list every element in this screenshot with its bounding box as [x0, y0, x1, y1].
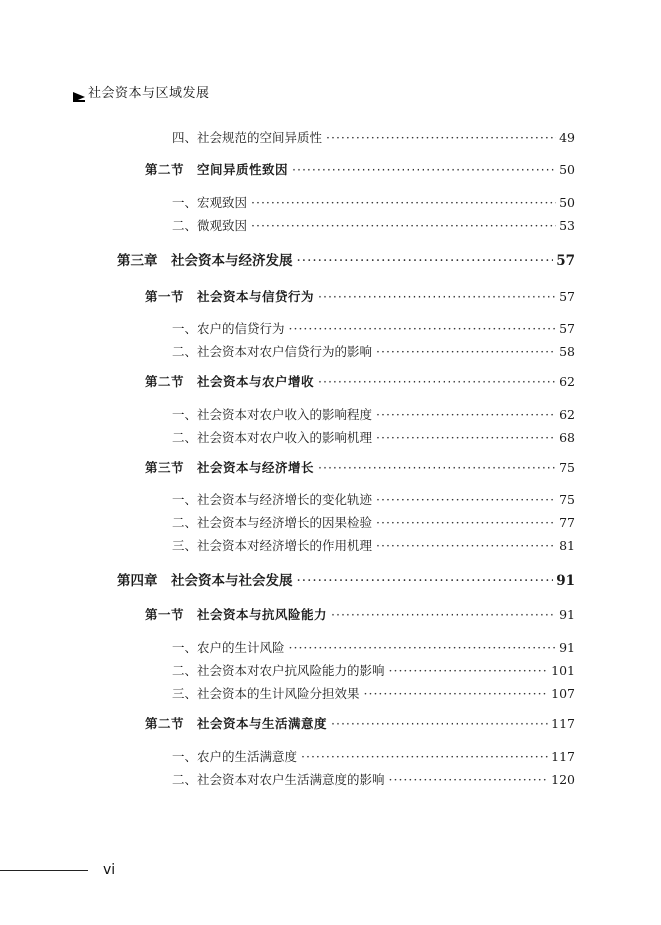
toc-entry [172, 536, 575, 554]
toc-section-entry [145, 372, 575, 390]
toc-leader-dots [318, 289, 556, 304]
toc-entry [172, 193, 575, 211]
toc-leader-dots [389, 663, 549, 678]
toc-entry-page: 58 [559, 344, 575, 359]
toc-chapter-entry [117, 249, 575, 269]
page-number: vi [103, 862, 116, 878]
toc-entry-page: 117 [551, 716, 575, 731]
toc-entry-page: 50 [559, 162, 575, 177]
toc-leader-dots [376, 344, 556, 359]
toc-entry-label: 一、农户的信贷行为 [172, 321, 285, 336]
toc-leader-dots [318, 460, 556, 475]
toc-entry-label: 二、社会资本对农户抗风险能力的影响 [172, 663, 385, 678]
toc-entry-label: 一、宏观致因 [172, 195, 248, 210]
footer-rule [0, 870, 88, 871]
toc-leader-dots [251, 218, 556, 233]
toc-section-entry [145, 160, 575, 178]
toc-entry-page: 50 [559, 195, 575, 210]
toc-entry-label: 一、社会资本对农户收入的影响程度 [172, 407, 373, 422]
toc-entry-label: 四、社会规范的空间异质性 [172, 130, 323, 145]
toc-entry-page: 101 [551, 663, 575, 678]
toc-entry-label: 二、社会资本对农户信贷行为的影响 [172, 344, 373, 359]
toc-entry [172, 490, 575, 508]
toc-entry-page: 91 [559, 640, 575, 655]
toc-entry-label: 二、社会资本与经济增长的因果检验 [172, 515, 373, 530]
toc-section-entry [145, 714, 575, 732]
toc-entry [172, 342, 575, 360]
toc-entry-page: 57 [556, 253, 575, 269]
toc-leader-dots [376, 430, 556, 445]
toc-chapter-entry [117, 569, 575, 589]
toc-entry-label: 第三节 社会资本与经济增长 [145, 460, 315, 475]
toc-entry [172, 405, 575, 423]
toc-section-entry [145, 287, 575, 305]
toc-entry-label: 二、微观致因 [172, 218, 248, 233]
toc-leader-dots [331, 607, 556, 622]
toc-entry-page: 91 [556, 573, 575, 589]
toc-entry-label: 第二节 空间异质性致因 [145, 162, 289, 177]
toc-entry-page: 75 [559, 460, 575, 475]
toc-entry-page: 57 [559, 321, 575, 336]
toc-entry-label: 一、农户的生计风险 [172, 640, 285, 655]
toc-leader-dots [297, 253, 554, 269]
toc-entry [172, 428, 575, 446]
toc-entry-page: 62 [559, 407, 575, 422]
toc-entry-page: 81 [559, 538, 575, 553]
toc-entry [172, 638, 575, 656]
toc-entry-label: 第一节 社会资本与信贷行为 [145, 289, 315, 304]
toc-entry-page: 62 [559, 374, 575, 389]
toc-leader-dots [331, 716, 548, 731]
toc-leader-dots [376, 515, 556, 530]
toc-leader-dots [389, 772, 549, 787]
toc-entry-label: 第四章 社会资本与社会发展 [117, 573, 293, 589]
toc-section-entry [145, 458, 575, 476]
toc-entry-label: 一、社会资本与经济增长的变化轨迹 [172, 492, 373, 507]
toc-section-entry [145, 605, 575, 623]
toc-entry-label: 一、农户的生活满意度 [172, 749, 298, 764]
toc-entry-page: 75 [559, 492, 575, 507]
toc-entry-label: 第二节 社会资本与生活满意度 [145, 716, 328, 731]
toc-leader-dots [301, 749, 548, 764]
toc-entry-label: 三、社会资本对经济增长的作用机理 [172, 538, 373, 553]
toc-leader-dots [326, 130, 556, 145]
toc-leader-dots [289, 640, 557, 655]
toc-entry-page: 117 [551, 749, 575, 764]
toc-leader-dots [318, 374, 556, 389]
toc-leader-dots [251, 195, 556, 210]
toc-leader-dots [297, 573, 554, 589]
toc-entry-label: 三、社会资本的生计风险分担效果 [172, 686, 360, 701]
running-head-title: 社会资本与区域发展 [88, 86, 210, 101]
toc-entry [172, 319, 575, 337]
toc-entry [172, 770, 575, 788]
toc-entry [172, 216, 575, 234]
toc-entry [172, 747, 575, 765]
toc-leader-dots [364, 686, 549, 701]
toc-entry [172, 661, 575, 679]
toc-entry-page: 57 [559, 289, 575, 304]
toc-entry-page: 77 [559, 515, 575, 530]
toc-leader-dots [289, 321, 557, 336]
toc-entry-page: 49 [559, 130, 575, 145]
toc-entry [172, 684, 575, 702]
toc-leader-dots [376, 538, 556, 553]
toc-entry-label: 二、社会资本对农户生活满意度的影响 [172, 772, 385, 787]
toc-entry-page: 91 [559, 607, 575, 622]
toc-entry-page: 68 [559, 430, 575, 445]
toc-entry-label: 二、社会资本对农户收入的影响机理 [172, 430, 373, 445]
toc-entry [172, 513, 575, 531]
toc-entry [172, 128, 575, 146]
toc-leader-dots [376, 407, 556, 422]
toc-entry-label: 第三章 社会资本与经济发展 [117, 253, 293, 269]
toc-leader-dots [292, 162, 556, 177]
toc-entry-page: 120 [551, 772, 575, 787]
toc-entry-label: 第一节 社会资本与抗风险能力 [145, 607, 328, 622]
toc-leader-dots [376, 492, 556, 507]
toc-entry-page: 53 [559, 218, 575, 233]
toc-entry-label: 第二节 社会资本与农户增收 [145, 374, 315, 389]
toc-entry-page: 107 [551, 686, 575, 701]
